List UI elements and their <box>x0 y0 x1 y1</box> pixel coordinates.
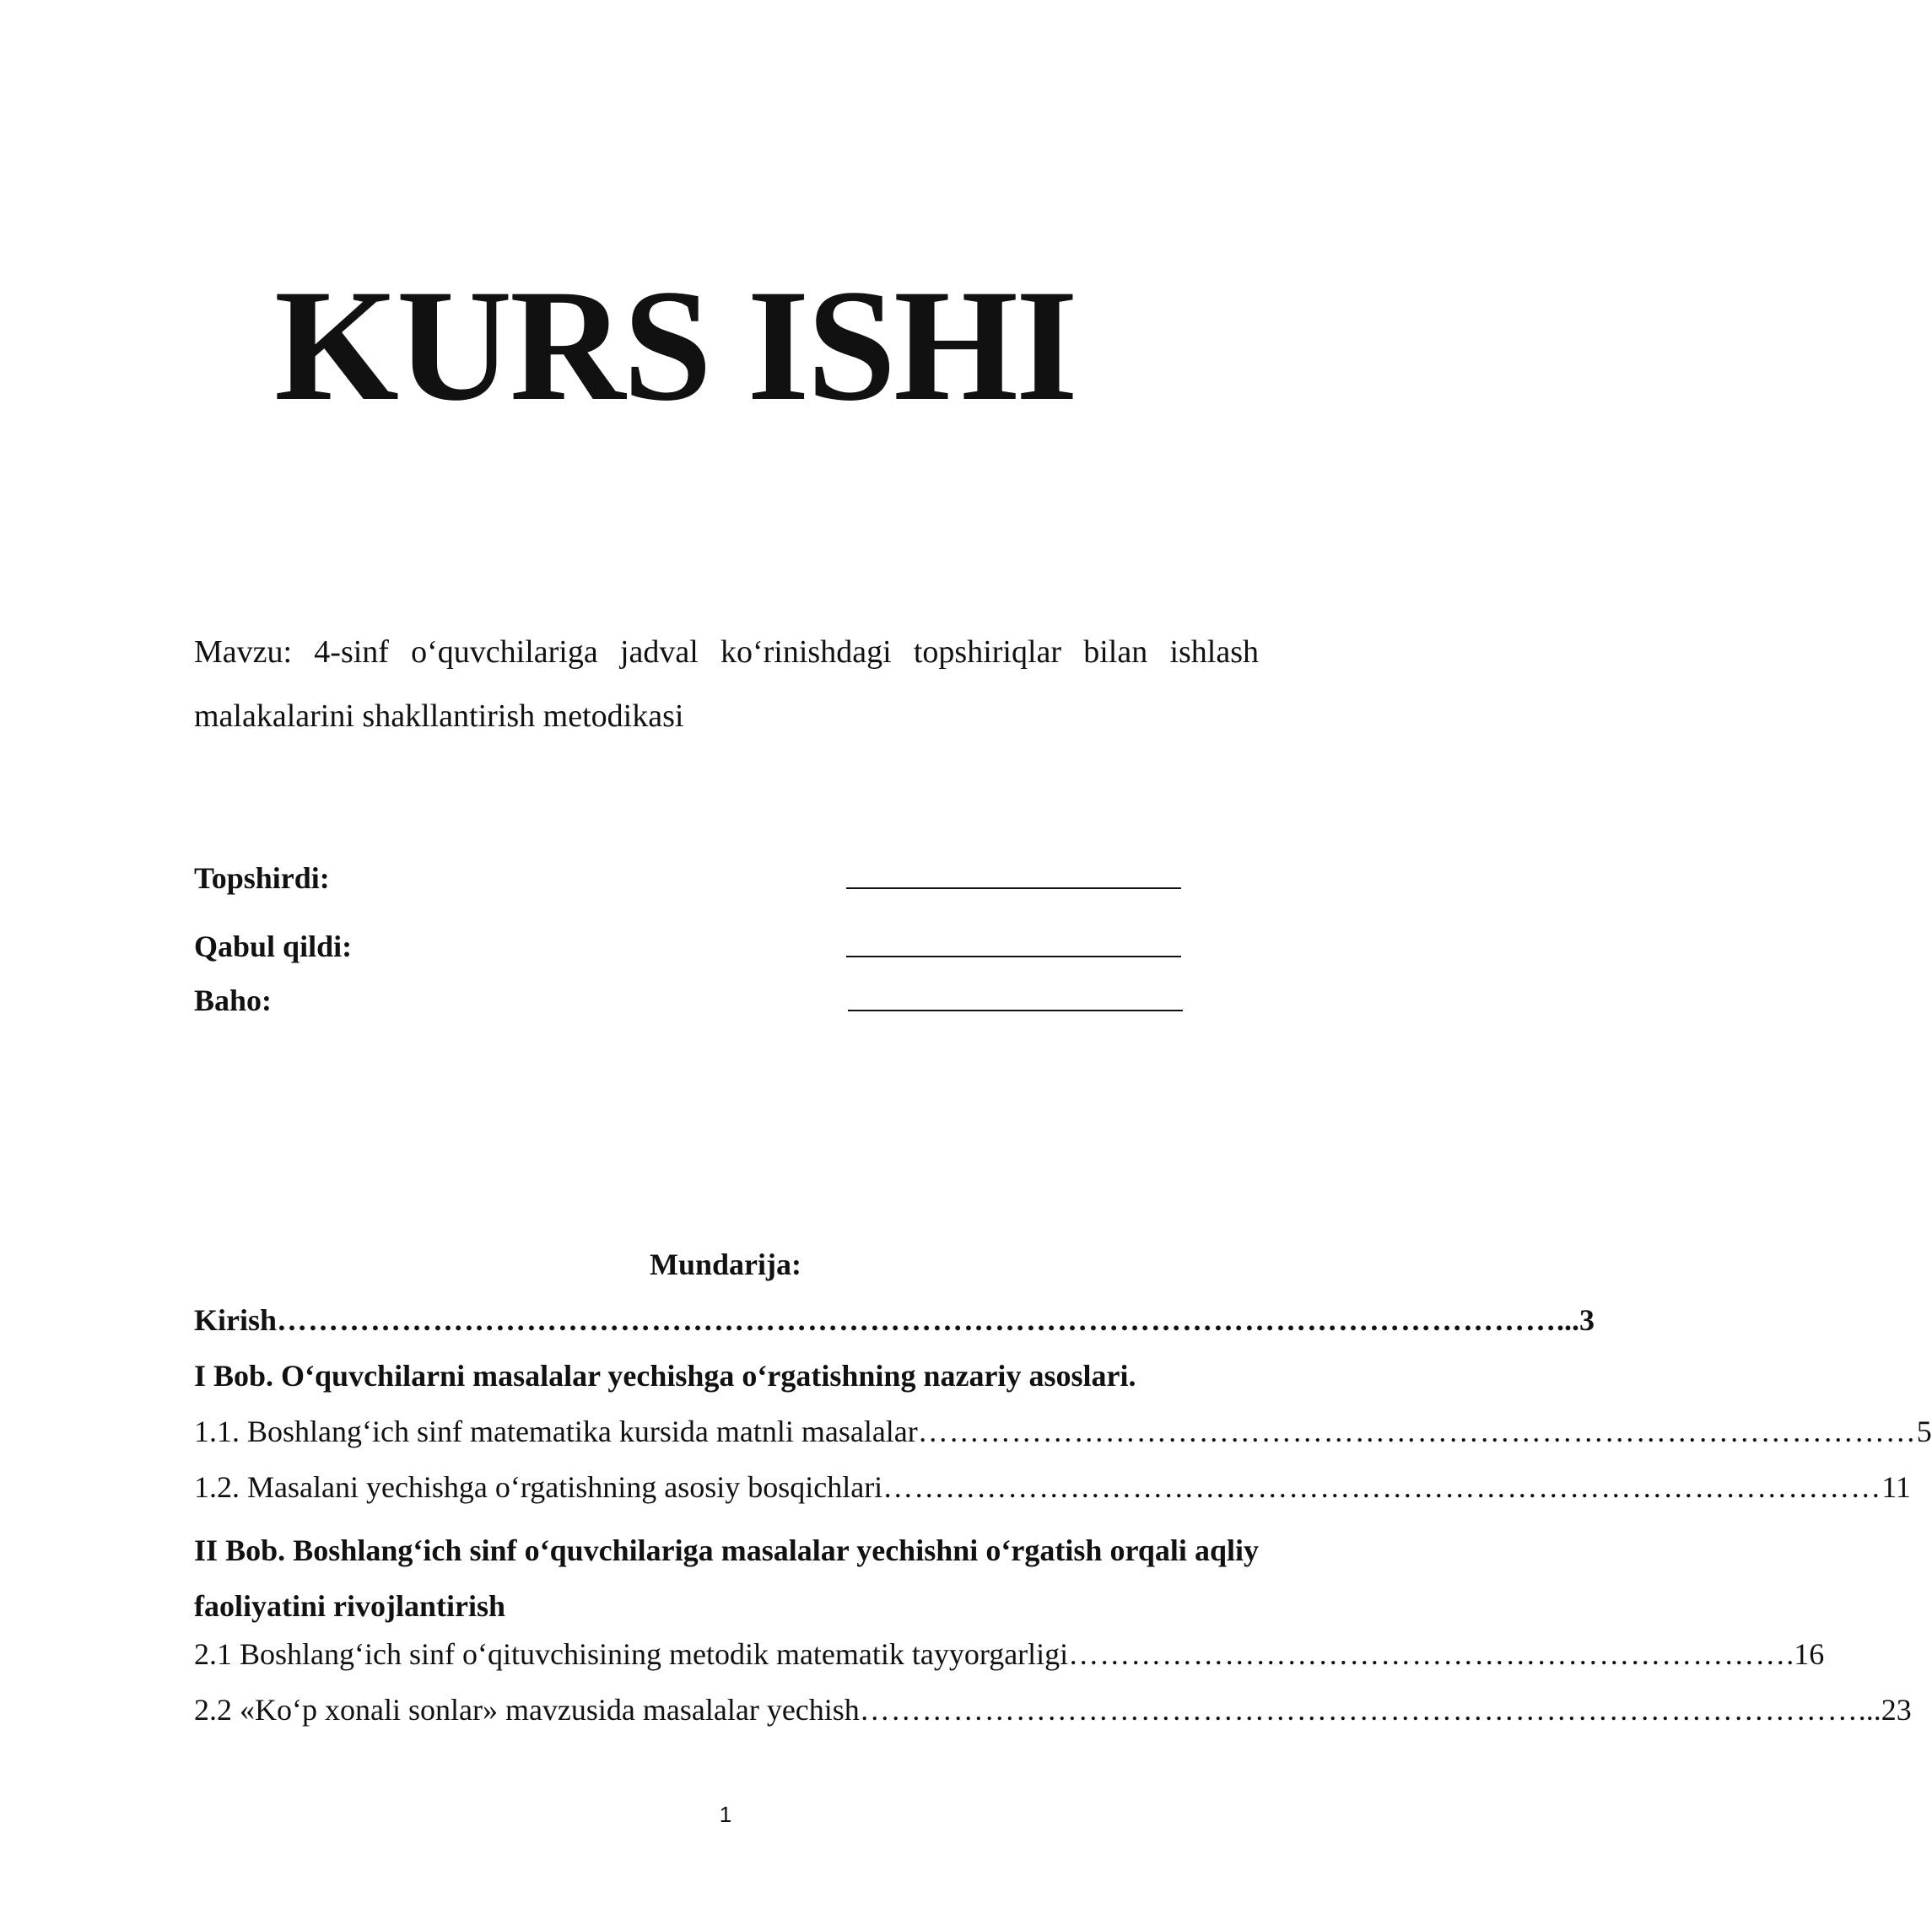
document-title: KURS ISHI <box>274 257 1076 434</box>
toc-page-number: ...23 <box>1858 1693 1912 1727</box>
toc-leader-dots: …………………………………………………………………………………… <box>859 1693 1859 1727</box>
topic-paragraph: Mavzu: 4-sinf o‘quvchilariga jadval ko‘rinishdagi topshiriqlar bilan ishlash malakalarini shakllantirish metodikasi <box>194 634 1259 734</box>
toc-page-number: .16 <box>1786 1637 1825 1671</box>
toc-entry-text: 2.2 «Ko‘p xonali sonlar» mavzusida masalalar yechish <box>194 1693 860 1727</box>
page-number: 1 <box>719 1802 732 1827</box>
toc-entry-text: 2.1 Boshlang‘ich sinf o‘qituvchisining metodik matematik tayyorgarligi <box>194 1637 1069 1671</box>
toc-page-number: ...3 <box>1557 1303 1595 1337</box>
toc-entry-intro <box>194 1300 1595 1340</box>
submitted-blank-line <box>846 887 1181 889</box>
toc-leader-dots: …………………………………………………………………………………… <box>917 1415 1917 1448</box>
toc-entry-text: 1.2. Masalani yechishga o‘rgatishning asosiy bosqichlari <box>194 1470 883 1504</box>
contents-heading: Mundarija: <box>650 1248 801 1281</box>
toc-entry-text: 1.1. Boshlang‘ich sinf matematika kursida matnli masalalar <box>194 1415 918 1448</box>
accepted-label: Qabul qildi: <box>194 930 353 963</box>
toc-page-number: 5 <box>1916 1415 1932 1448</box>
toc-entry-2-2 <box>194 1690 1912 1730</box>
toc-leader-dots: …………………………………………………………… <box>1068 1637 1787 1671</box>
toc-leader-dots: …………………………………………………………………………………………………………… <box>277 1303 1557 1337</box>
toc-entry-text: Kirish <box>194 1303 278 1337</box>
signature-row-submitted <box>194 852 1190 896</box>
toc-page-number: 11 <box>1881 1470 1911 1504</box>
accepted-blank-line <box>846 956 1181 957</box>
toc-entry-1-2 <box>194 1467 1911 1507</box>
signature-row-grade <box>194 974 1190 1018</box>
signature-row-accepted <box>194 920 1190 964</box>
toc-chapter-1: I Bob. O‘quvchilarni masalalar yechishga o‘rgatishning nazariy asoslari. <box>194 1359 1136 1393</box>
toc-entry-2-1 <box>194 1634 1825 1674</box>
grade-blank-line <box>848 1010 1183 1011</box>
submitted-label: Topshirdi: <box>194 861 330 895</box>
toc-entry-1-1 <box>194 1411 1932 1452</box>
toc-leader-dots: …………………………………………………………………………………… <box>882 1470 1882 1504</box>
toc-chapter-2: II Bob. Boshlang‘ich sinf o‘quvchilariga masalalar yechishni o‘rgatish orqali aqliy faoliyatini rivojlantirish <box>194 1533 1259 1623</box>
grade-label: Baho: <box>194 984 273 1017</box>
